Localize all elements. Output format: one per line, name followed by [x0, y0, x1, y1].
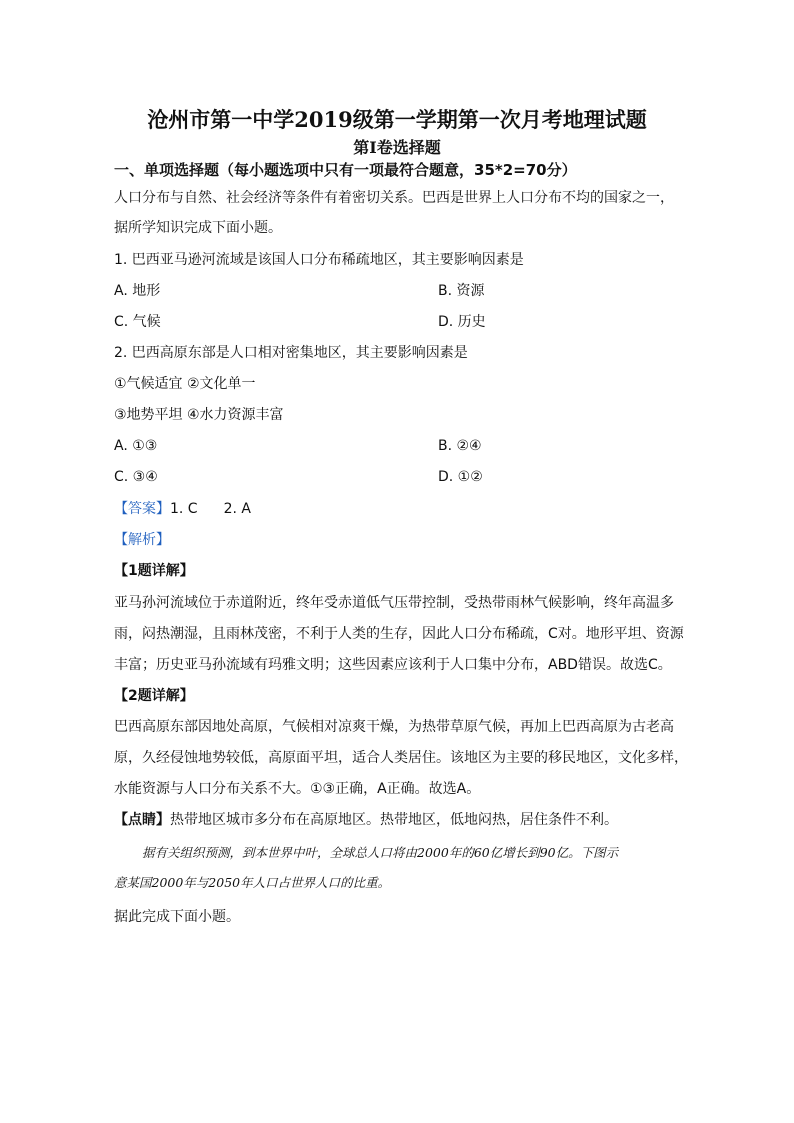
question-2-stem: 2. 巴西高原东部是人口相对密集地区，其主要影响因素是	[114, 345, 468, 361]
q1-option-a: A. 地形	[114, 283, 161, 299]
question-1-stem: 1. 巴西亚马逊河流域是该国人口分布稀疏地区，其主要影响因素是	[114, 252, 524, 268]
detail-2-line-1: 巴西高原东部因地处高原，气候相对凉爽干燥，为热带草原气候，再加上巴西高原为古老高	[114, 719, 674, 735]
detail-2-line-2: 原，久经侵蚀地势较低，高原面平坦，适合人类居住。该地区为主要的移民地区，文化多样，	[114, 750, 688, 766]
q2-option-c: C. ③④	[114, 469, 158, 485]
q2-items-line-2: ③地势平坦 ④水力资源丰富	[114, 407, 284, 423]
q1-option-c: C. 气候	[114, 314, 161, 330]
exam-subtitle: 第Ⅰ卷选择题	[353, 138, 441, 157]
exam-title: 沧州市第一中学2019级第一学期第一次月考地理试题	[147, 107, 647, 132]
answer-2: 2. A	[223, 501, 251, 517]
q2-option-d: D. ①②	[438, 469, 483, 485]
q2-items-line-1: ①气候适宜 ②文化单一	[114, 376, 256, 392]
tip-label: 【点睛】	[114, 812, 170, 828]
detail-2-label: 【2题详解】	[114, 688, 194, 704]
intro2-line-3: 据此完成下面小题。	[114, 909, 240, 925]
analysis-label: 【解析】	[114, 532, 170, 548]
intro-line-1: 人口分布与自然、社会经济等条件有着密切关系。巴西是世界上人口分布不均的国家之一，	[114, 190, 674, 206]
detail-1-line-2: 雨，闷热潮湿，且雨林茂密，不利于人类的生存，因此人口分布稀疏，C对。地形平坦、资源	[114, 626, 684, 642]
q1-option-d: D. 历史	[438, 314, 486, 330]
answer-1: 1. C	[170, 501, 198, 517]
q2-option-b: B. ②④	[438, 438, 482, 454]
section-heading: 一、单项选择题（每小题选项中只有一项最符合题意，35*2=70分）	[114, 161, 577, 179]
answer-line	[114, 499, 251, 519]
detail-1-label: 【1题详解】	[114, 563, 194, 579]
intro2-line-1: 据有关组织预测，到本世界中叶，全球总人口将由2000年的60亿增长到90亿。下图示	[142, 845, 619, 860]
tip-line	[114, 810, 618, 830]
answer-label: 【答案】	[114, 501, 170, 517]
q2-option-a: A. ①③	[114, 438, 158, 454]
intro2-line-2: 意某国2000年与2050年人口占世界人口的比重。	[114, 875, 391, 890]
intro-line-2: 据所学知识完成下面小题。	[114, 220, 282, 236]
q1-option-b: B. 资源	[438, 283, 485, 299]
tip-text: 热带地区城市多分布在高原地区。热带地区，低地闷热，居住条件不利。	[170, 812, 618, 828]
detail-2-line-3: 水能资源与人口分布关系不大。①③正确，A正确。故选A。	[114, 781, 481, 797]
detail-1-line-1: 亚马孙河流域位于赤道附近，终年受赤道低气压带控制，受热带雨林气候影响，终年高温多	[114, 595, 674, 611]
detail-1-line-3: 丰富；历史亚马孙流域有玛雅文明；这些因素应该利于人口集中分布，ABD错误。故选C。	[114, 657, 672, 673]
